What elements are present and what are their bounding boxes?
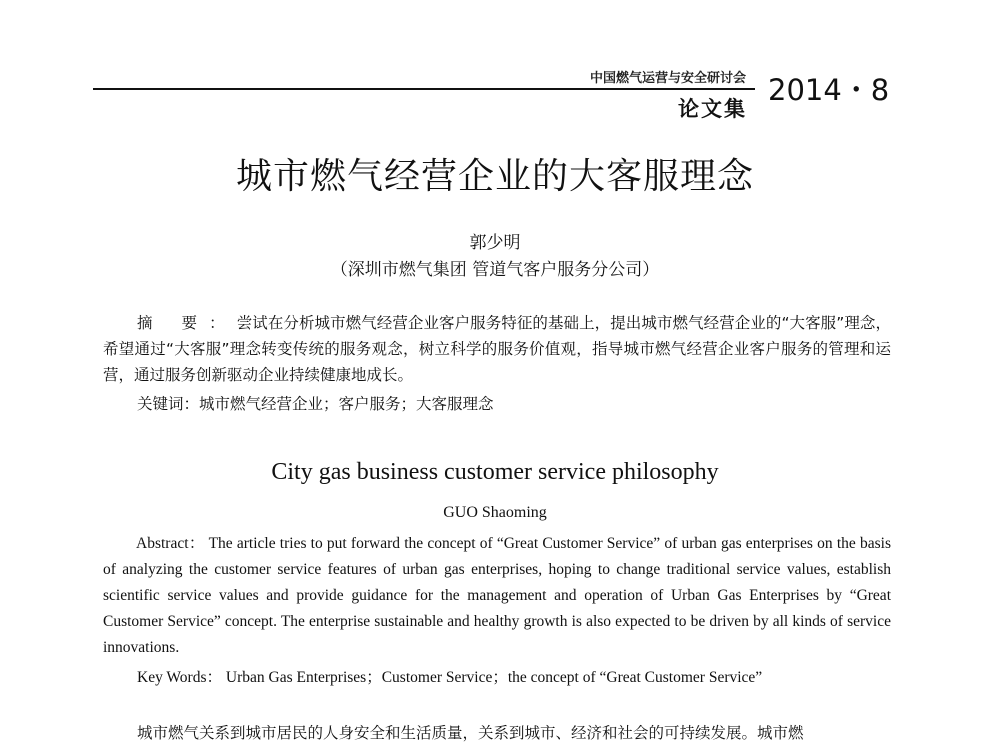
article-title-en: City gas business customer service philosophy xyxy=(271,459,719,485)
keywords-cn xyxy=(137,392,897,414)
abstract-cn-text: 尝试在分析城市燃气经营企业客户服务特征的基础上，提出城市燃气经营企业的“大客服”理念，希望通过“大客服”理念转变传统的服务观念，树立科学的服务价值观，指导城市燃气经营企业客户服务的管理和运营，通过服务创新驱动企业持续健康地成长。 xyxy=(103,314,891,384)
author-affiliation-cn: （深圳市燃气集团 管道气客户服务分公司） xyxy=(330,260,660,280)
abstract-cn-paragraph xyxy=(103,310,891,388)
author-name-cn: 郭少明 xyxy=(469,233,521,253)
abstract-cn xyxy=(103,310,891,388)
keywords-cn-label: 关键词： xyxy=(137,395,200,413)
collection-label: 论文集 xyxy=(678,97,747,121)
keywords-en-label: Key Words： xyxy=(137,669,223,686)
article-title-cn: 城市燃气经营企业的大客服理念 xyxy=(235,156,754,197)
keywords-en-text: Urban Gas Enterprises；Customer Service；the concept of “Great Customer Service” xyxy=(225,669,763,686)
keywords-cn-text: 城市燃气经营企业；客户服务；大客服理念 xyxy=(199,395,494,413)
abstract-en-text: The article tries to put forward the concept of “Great Customer Service” of urban gas enterprises on the basis of analyzing the customer service features of urban gas enterprises, hoping to change traditional service values, establish scientific service values and provide guidance for the management and operation of Urban Gas Enterprises by “Great Customer Service” concept. The enterprise sustainable and healthy growth is also expected to be driven by all kinds of service innovations. xyxy=(103,535,891,656)
issue-number: 2014・8 xyxy=(768,73,890,107)
body-first-line: 城市燃气关系到城市居民的人身安全和生活质量，关系到城市、经济和社会的可持续发展。城市燃 xyxy=(137,724,804,742)
abstract-en-paragraph xyxy=(103,531,891,661)
abstract-cn-label: 摘 要： xyxy=(137,314,237,332)
header-rule xyxy=(93,88,755,90)
keywords-en xyxy=(137,665,897,687)
abstract-en-label: Abstract： xyxy=(136,535,205,552)
abstract-en xyxy=(103,531,891,661)
conference-name: 中国燃气运营与安全研讨会 xyxy=(589,71,746,86)
author-name-en: GUO Shaoming xyxy=(443,504,547,521)
